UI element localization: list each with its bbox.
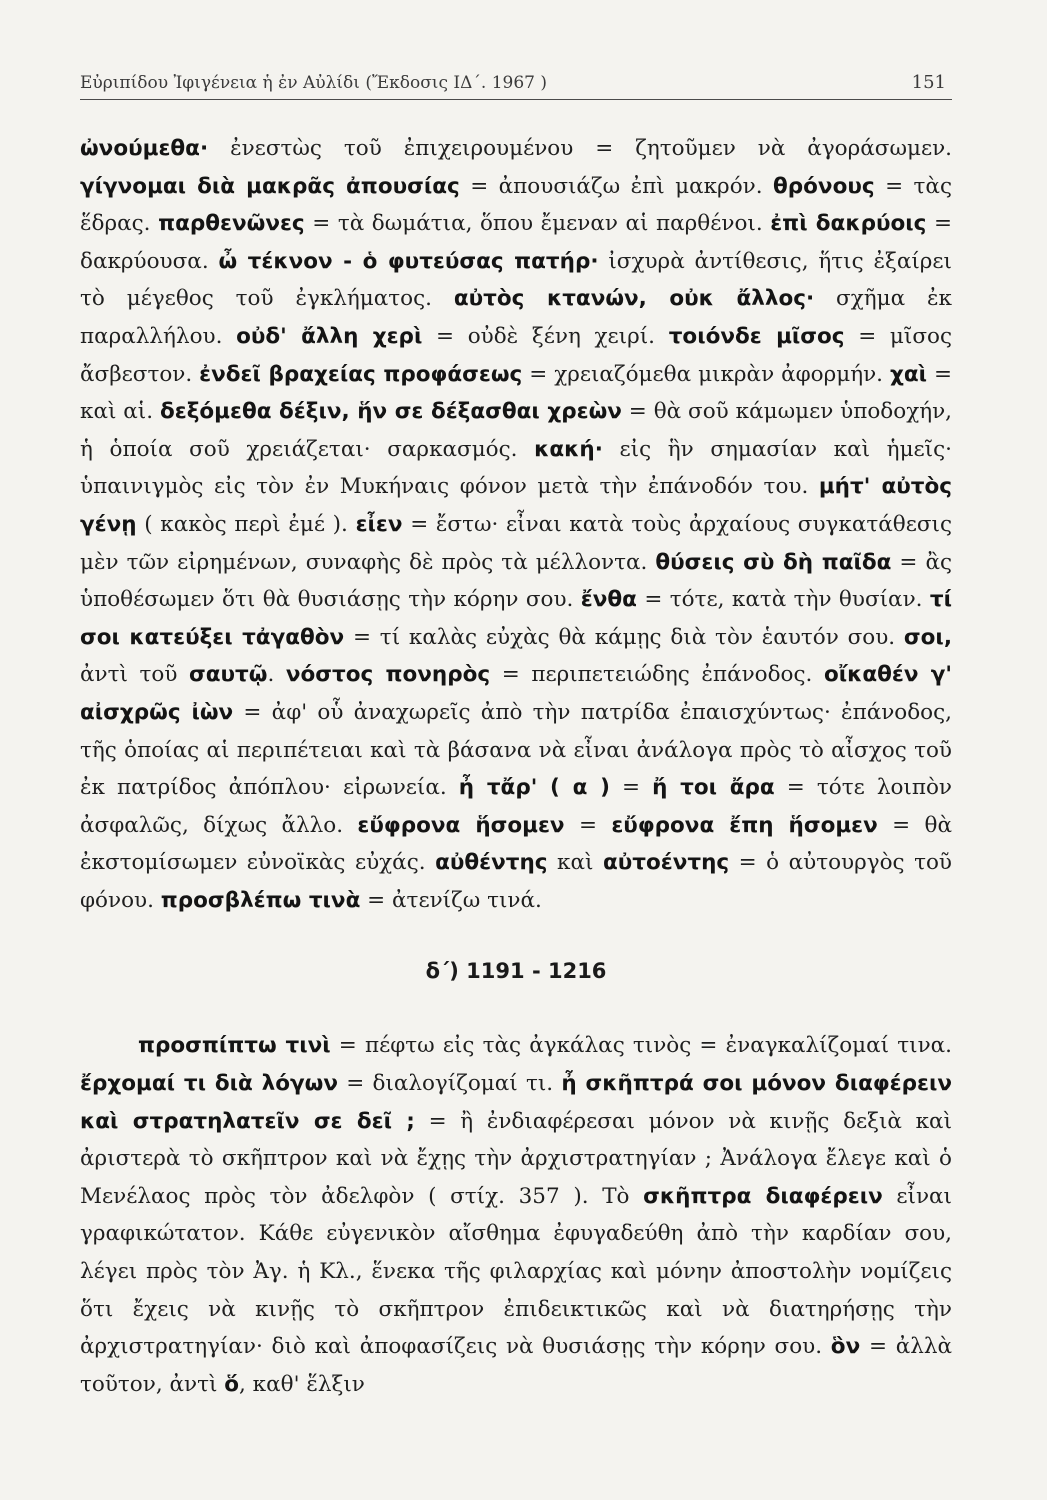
gloss-text: = καὶ αἱ.	[80, 361, 952, 425]
lemma-term: τί σοι κατεύξει τἀγαθὸν	[80, 587, 952, 650]
gloss-text: .	[267, 662, 286, 688]
lemma-term: δεξόμεθα δέξιν, ἥν σε δέξασθαι χρεὼν	[159, 399, 622, 425]
gloss-text: καὶ	[547, 850, 603, 876]
gloss-text: = δακρύουσα.	[80, 211, 952, 274]
lemma-term: οὐδ' ἄλλη χερὶ	[236, 323, 423, 349]
section-heading: δ΄) 1191 - 1216	[425, 959, 607, 984]
page-number: 151	[911, 72, 946, 93]
lemma-term: ἔρχομαί τι διὰ λόγων	[80, 1071, 338, 1097]
lemma-term: οἴκαθέν γ' αἰσχρῶς ἰὼν	[80, 662, 952, 725]
gloss-text: = μῖσος ἄσβεστον.	[80, 323, 952, 387]
lemma-term: ὠνούμεθα·	[80, 136, 209, 161]
lemma-term: ὃν	[830, 1334, 861, 1360]
gloss-text: = θὰ σοῦ κάμωμεν ὑποδοχήν, ἡ ὁποία σοῦ χρειάζεται· σαρκασμός.	[80, 399, 953, 462]
gloss-text: ἀντὶ τοῦ	[80, 662, 189, 688]
gloss-text: ἰσχυρὰ ἀντίθεσις, ἥτις ἐξαίρει τὸ μέγεθος τοῦ ἐγκλήματος.	[80, 248, 952, 312]
gloss-text: = πέφτω εἰς τὰς ἀγκάλας τινὸς = ἐναγκαλίζομαί τινα.	[330, 1033, 952, 1059]
lemma-term: ἦ τἄρ' ( α )	[458, 775, 610, 801]
gloss-text: = ὁ αὐτουργὸς τοῦ φόνου.	[80, 850, 952, 913]
gloss-text: = τότε λοιπὸν ἀσφαλῶς, δίχως ἄλλο.	[80, 775, 952, 838]
lemma-term: χαὶ	[889, 361, 927, 387]
lemma-term: ἦ σκῆπτρά σοι μόνον διαφέρειν καὶ στρατηλατεῖν σε δεῖ ;	[80, 1071, 953, 1134]
lemma-term: εὔφρονα ἥσομεν	[357, 812, 565, 838]
commentary-paragraph-2	[80, 1027, 952, 1403]
lemma-term: προσπίπτω τινὶ	[138, 1033, 331, 1059]
gloss-text: = θὰ ἐκστομίσωμεν εὐνοϊκὰς εὐχάς.	[80, 812, 952, 876]
lemma-term: μήτ' αὐτὸς γένῃ	[80, 474, 952, 537]
lemma-term: κακή·	[534, 436, 603, 462]
gloss-text: = ἀλλὰ τοῦτον, ἀντὶ	[80, 1334, 952, 1397]
gloss-text: = ἢ ἐνδιαφέρεσαι μόνον νὰ κινῇς δεξιὰ καὶ ἀριστερὰ τὸ σκῆπτρον καὶ νὰ ἔχῃς τὴν ἀρχιστρατηγίαν ; Ἀνάλογα ἔλεγε καὶ ὁ Μενέλαος πρὸς τὸν ἀδελφὸν ( στίχ. 357 ). Τὸ	[80, 1108, 953, 1209]
lemma-term: θύσεις σὺ δὴ παῖδα	[655, 549, 892, 575]
gloss-text: = περιπετειώδης ἐπάνοδος.	[490, 662, 824, 688]
gloss-text: ἐνεστὼς τοῦ ἐπιχειρουμένου = ζητοῦμεν νὰ ἀγοράσωμεν.	[208, 136, 952, 161]
gloss-text: εἰς ἣν σημασίαν καὶ ἡμεῖς· ὑπαινιγμὸς εἰς τὸν ἐν Μυκήναις φόνον μετὰ τὴν ἐπάνοδόν του.	[80, 436, 952, 500]
gloss-text: = ἀτενίζω τινά.	[360, 887, 542, 913]
lemma-term: ἤ τοι ἄρα	[652, 775, 775, 801]
lemma-term: σαυτῷ	[189, 662, 268, 688]
gloss-text: = τότε, κατὰ τὴν θυσίαν.	[636, 587, 930, 613]
lemma-term: ὦ τέκνον - ὁ φυτεύσας πατήρ·	[218, 248, 599, 274]
gloss-text: = ἔστω· εἶναι κατὰ τοὺς ἀρχαίους συγκατάθεσις μὲν τῶν εἰρημένων, συναφὴς δὲ πρὸς τὰ μέλλοντα.	[80, 511, 953, 575]
gloss-text: εἶναι γραφικώτατον. Κάθε εὐγενικὸν αἴσθημα ἐφυγαδεύθη ἀπὸ τὴν καρδίαν σου, λέγει πρὸς τὸν Ἀγ. ἡ Κλ., ἕνεκα τῆς φιλαρχίας καὶ μόνην ἀποστολὴν νομίζεις ὅτι ἔχεις νὰ κινῇς τὸ σκῆπτρον ἐπιδεικτικῶς καὶ νὰ διατηρήσῃς τὴν ἀρχιστρατηγίαν· διὸ καὶ ἀποφασίζεις νὰ θυσιάσῃς τὴν κόρην σου.	[80, 1183, 952, 1360]
gloss-text: = τί καλὰς εὐχὰς θὰ κάμῃς διὰ τὸν ἑαυτόν σου.	[344, 624, 904, 650]
lemma-term: σοι,	[903, 624, 952, 650]
gloss-text: ( κακὸς περὶ ἐμέ ).	[136, 511, 356, 537]
lemma-term: εὔφρονα ἔπη ἥσομεν	[611, 812, 878, 838]
commentary-paragraph-1	[80, 130, 952, 919]
gloss-text: = ἀφ' οὗ ἀναχωρεῖς ἀπὸ τὴν πατρίδα ἐπαισχύντως· ἐπάνοδος, τῆς ὁποίας αἱ περιπέτειαι καὶ τὰ βάσανα νὰ εἶναι ἀνάλογα πρὸς τὸ αἶσχος τοῦ ἐκ πατρίδος ἀπόπλου· εἰρωνεία.	[80, 699, 952, 801]
lemma-term: εἶεν	[355, 511, 403, 537]
lemma-term: ὅ	[224, 1371, 240, 1397]
lemma-term: ἐπὶ δακρύοις	[770, 211, 927, 237]
lemma-term: αὐτοέντης	[602, 850, 730, 876]
lemma-term: αὐθέντης	[435, 850, 548, 876]
gloss-text: = ἀπουσιάζω ἐπὶ μακρόν.	[459, 173, 773, 199]
gloss-text: =	[609, 775, 653, 801]
lemma-term: ἔνθα	[580, 587, 637, 613]
gloss-text: , καθ' ἕλξιν	[239, 1371, 365, 1397]
lemma-term: αὐτὸς κτανών, οὐκ ἄλλος·	[453, 286, 815, 312]
lemma-term: θρόνους	[773, 173, 875, 199]
gloss-text: = οὐδὲ ξένη χειρί.	[422, 323, 669, 349]
gloss-text: = τὰ δωμάτια, ὅπου ἔμεναν αἱ παρθένοι.	[304, 211, 771, 237]
lemma-term: σκῆπτρα διαφέρειν	[643, 1183, 883, 1209]
lemma-term: προσβλέπω τινὰ	[160, 887, 361, 913]
running-header	[80, 72, 952, 100]
lemma-term: γίγνομαι διὰ μακρᾶς ἀπουσίας	[80, 173, 460, 199]
lemma-term: τοιόνδε μῖσος	[668, 323, 845, 349]
gloss-text: = ἂς ὑποθέσωμεν ὅτι θὰ θυσιάσῃς τὴν κόρην σου.	[80, 549, 953, 613]
gloss-text: = τὰς ἕδρας.	[80, 173, 952, 237]
lemma-term: παρθενῶνες	[158, 211, 305, 237]
gloss-text: = διαλογίζομαί τι.	[337, 1071, 562, 1097]
lemma-term: νόστος πονηρὸς	[285, 662, 491, 688]
running-title: Εὐριπίδου Ἰφιγένεια ἡ ἐν Αὐλίδι (Ἔκδοσις ΙΔ΄. 1967 )	[80, 73, 548, 93]
gloss-text: = χρειαζόμεθα μικρὰν ἀφορμήν.	[522, 361, 890, 387]
lemma-term: ἐνδεῖ βραχείας προφάσεως	[199, 361, 523, 387]
gloss-text: σχῆμα ἐκ παραλλήλου.	[80, 286, 952, 349]
gloss-text: =	[564, 812, 612, 838]
